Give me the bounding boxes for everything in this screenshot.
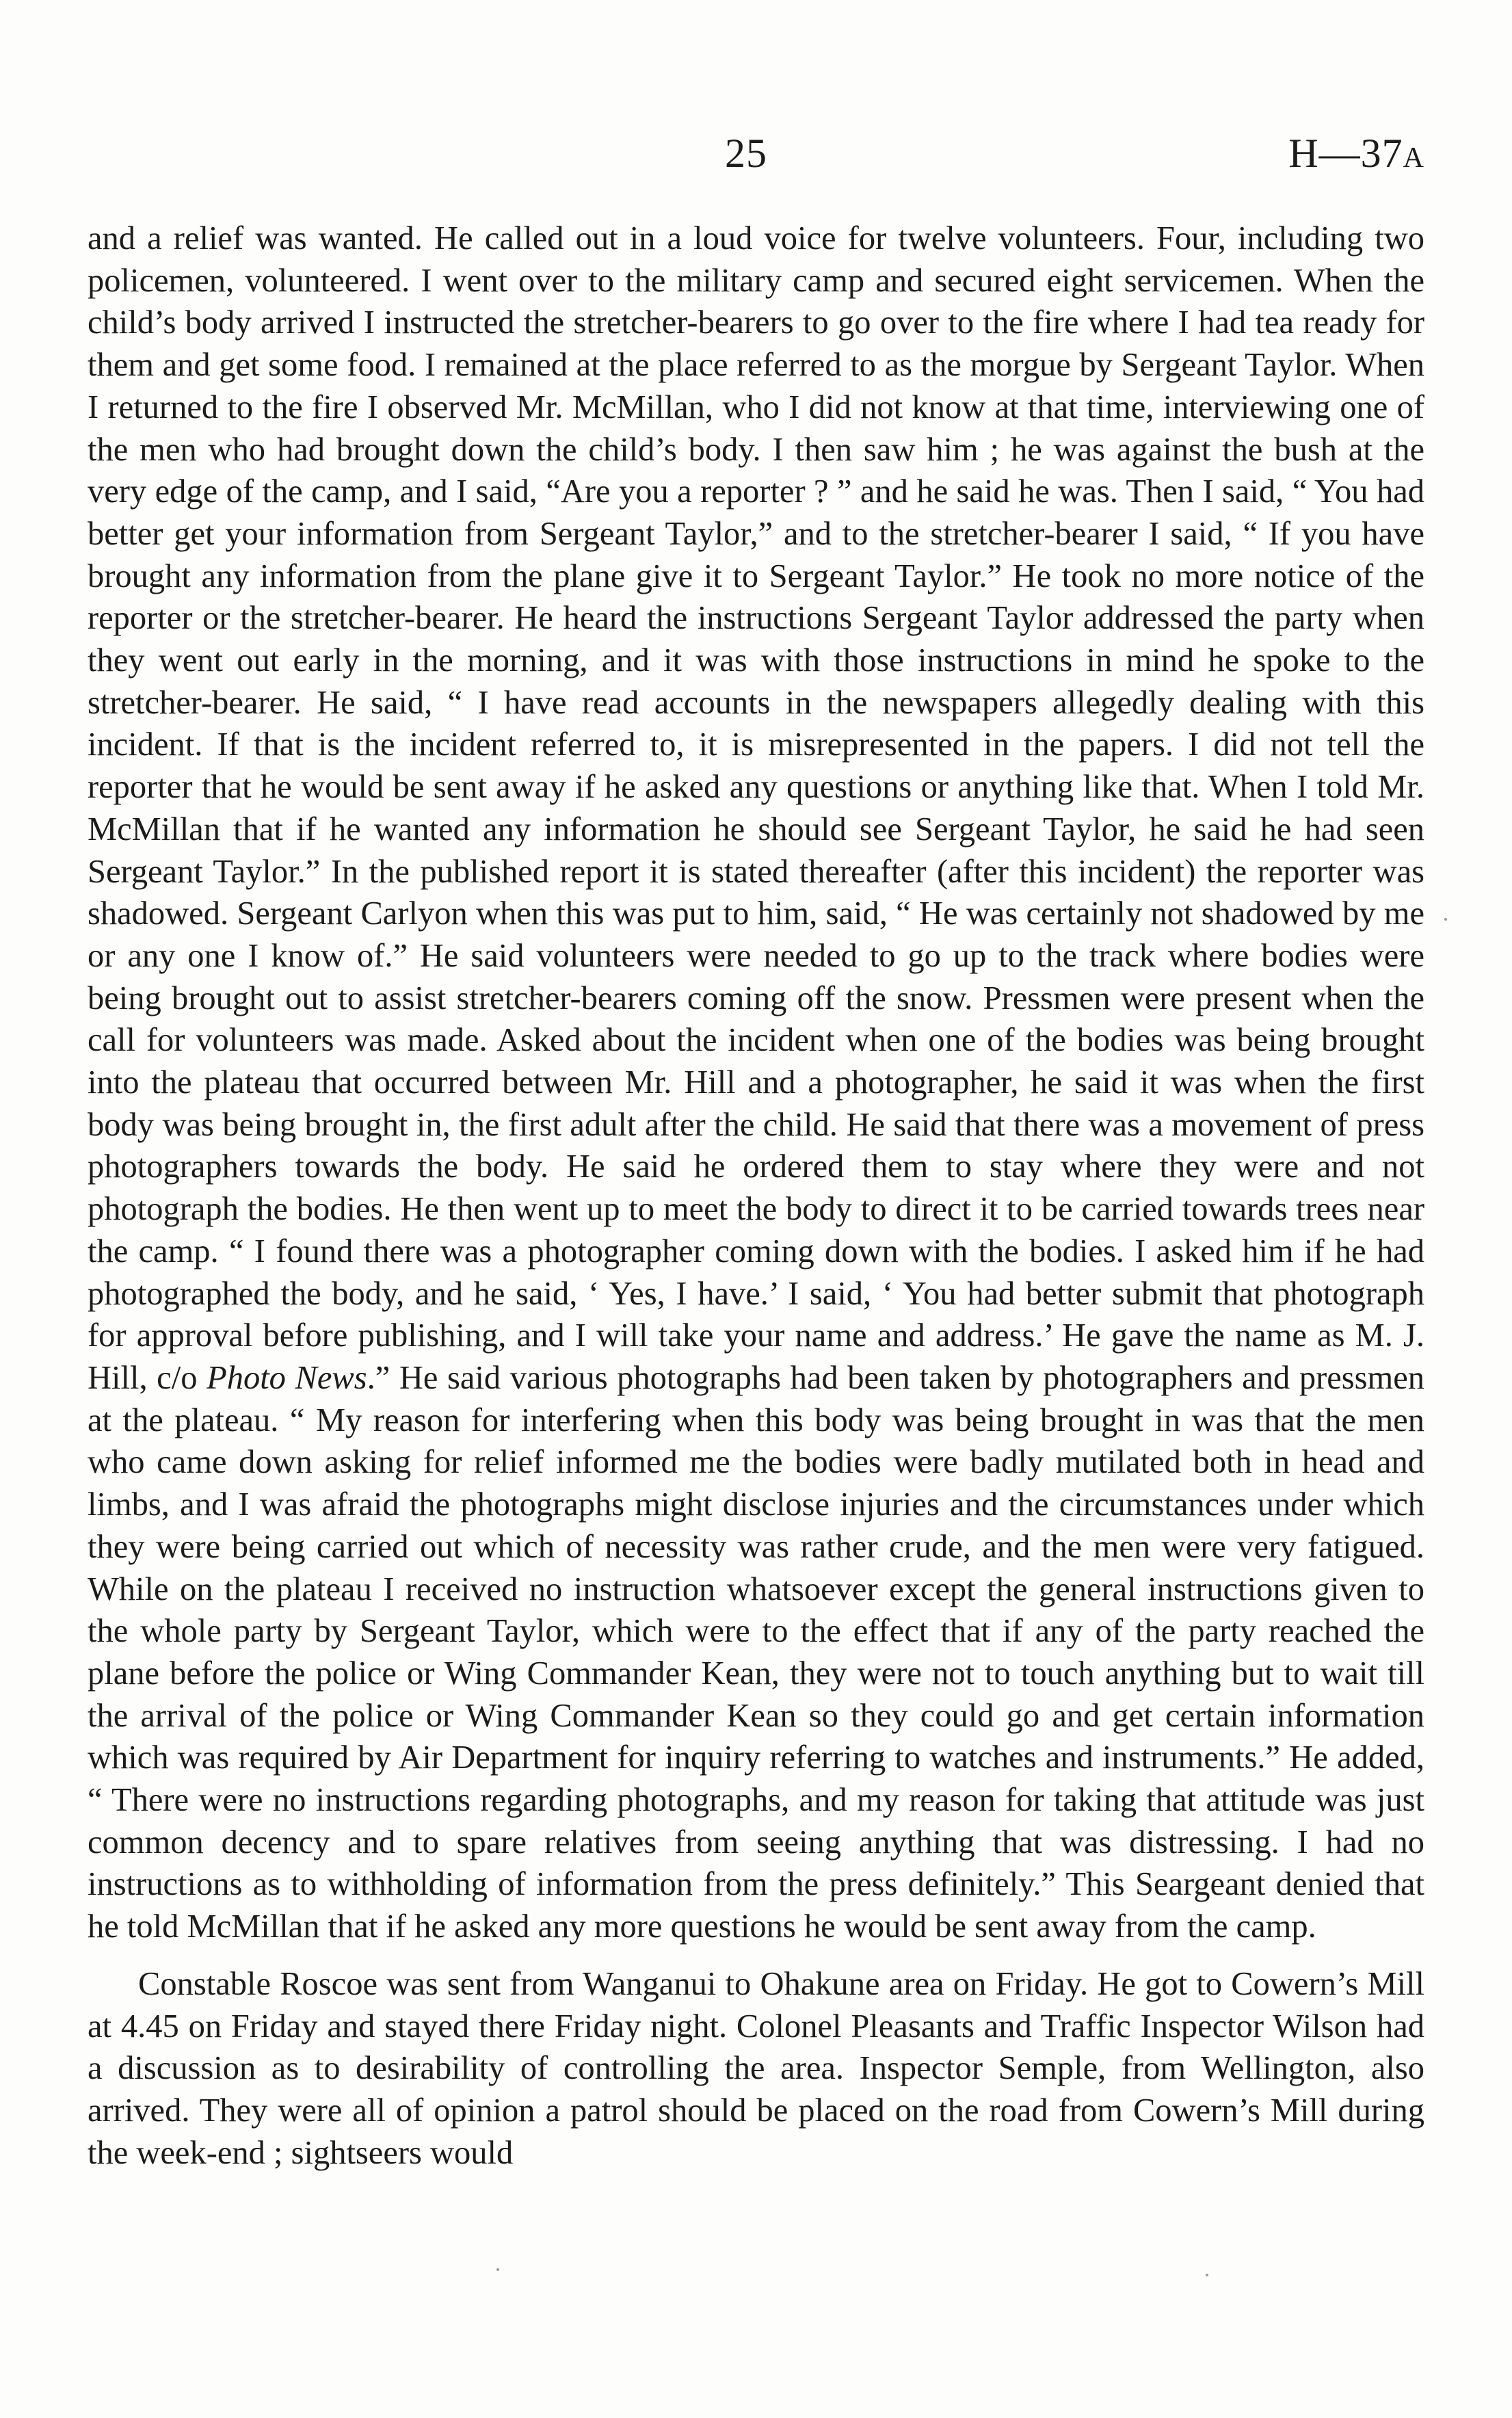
scan-speck [1444, 918, 1447, 921]
document-reference-main: H—37 [1288, 131, 1403, 176]
page-header [0, 130, 1512, 185]
scan-speck [1206, 2274, 1208, 2276]
body-text [88, 218, 1424, 2174]
document-reference [1288, 130, 1424, 177]
publication-name: Photo News [207, 1359, 367, 1396]
page-number: 25 [725, 131, 767, 176]
paragraph-constable-roscoe: Constable Roscoe was sent from Wanganui to Ohakune area on Friday. He got to Cowern’s Mill at 4.45 on Friday and stayed there Friday night. Colonel Pleasants and Traffic Inspector Wilson had a discussion as to desirability of controlling the area. Inspector Semple, from Wellington, also arrived. They were all of opinion a patrol should be placed on the road from Cowern’s Mill during the week-end ; sightseers would [88, 1965, 1424, 2171]
paragraph-testimony-part-2: .” He said various photographs had been taken by photographers and pressmen at the plateau. “ My reason for interfering when this body was being brought in was that the men who came down asking for relief informed me the bodies were badly mutilated both in head and limbs, and I was afraid the photographs might disclose injuries and the circumstances under which they were being carried out which of necessity was rather crude, and the men were very fatigued. While on the plateau I received no instruction whatsoever except the general instructions given to the whole party by Sergeant Taylor, which were to the effect that if any of the party reached the plane before the police or Wing Commander Kean, they were not to touch anything but to wait till the arrival of the police or Wing Commander Kean so they could go and get certain information which was required by Air Department for inquiry referring to watches and instruments.” He added, “ There were no instructions regarding photographs, and my reason for taking that attitude was just common decency and to spare relatives from seeing anything that was distressing. I had no instructions as to withholding of information from the press definitely.” This Seargeant denied that he told McMillan that if he asked any more questions he would be sent away from the camp. [88, 1359, 1425, 1945]
paragraph-testimony [88, 218, 1424, 1948]
document-reference-suffix: A [1403, 142, 1424, 174]
paragraph-testimony-part-1: and a relief was wanted. He called out in a loud voice for twelve volunteers. Four, including two policemen, volunteered. I went over to the military camp and secured eight servicemen. When the child’s body arrived I instructed the stretcher-bearers to go over to the fire where I had tea ready for them and get some food. I remained at the place referred to as the morgue by Sergeant Taylor. When I returned to the fire I observed Mr. McMillan, who I did not know at that time, interviewing one of the men who had brought down the child’s body. I then saw him ; he was against the bush at the very edge of the camp, and I said, “Are you a reporter ? ” and he said he was. Then I said, “ You had better get your information from Sergeant Taylor,” and to the stretcher-bearer I said, “ If you have brought any information from the plane give it to Sergeant Taylor.” He took no more notice of the reporter or the stretcher-bearer. He heard the instructions Sergeant Taylor addressed the party when they went out early in the morning, and it was with those instructions in mind he spoke to the stretcher-bearer. He said, “ I have read accounts in the newspapers allegedly dealing with this incident. If that is the incident referred to, it is misrepresented in the papers. I did not tell the reporter that he would be sent away if he asked any questions or anything like that. When I told Mr. McMillan that if he wanted any information he should see Sergeant Taylor, he said he had seen Sergeant Taylor.” In the published report it is stated thereafter (after this incident) the reporter was shadowed. Sergeant Carlyon when this was put to him, said, “ He was certainly not shadowed by me or any one I know of.” He said volunteers were needed to go up to the track where bodies were being brought out to assist stretcher-bearers coming off the snow. Pressmen were present when the call for volunteers was made. Asked about the incident when one of the bodies was being brought into the plateau that occurred between Mr. Hill and a photographer, he said it was when the first body was being brought in, the first adult after the child. He said that there was a movement of press photographers towards the body. He said he ordered them to stay where they were and not photograph the bodies. He then went up to meet the body to direct it to be carried towards trees near the camp. “ I found there was a photographer coming down with the bodies. I asked him if he had photographed the body, and he said, ‘ Yes, I have.’ I said, ‘ You had better submit that photograph for approval before publishing, and I will take your name and address.’ He gave the name as M. J. Hill, c/o [88, 220, 1424, 1396]
scan-speck [496, 2268, 499, 2271]
